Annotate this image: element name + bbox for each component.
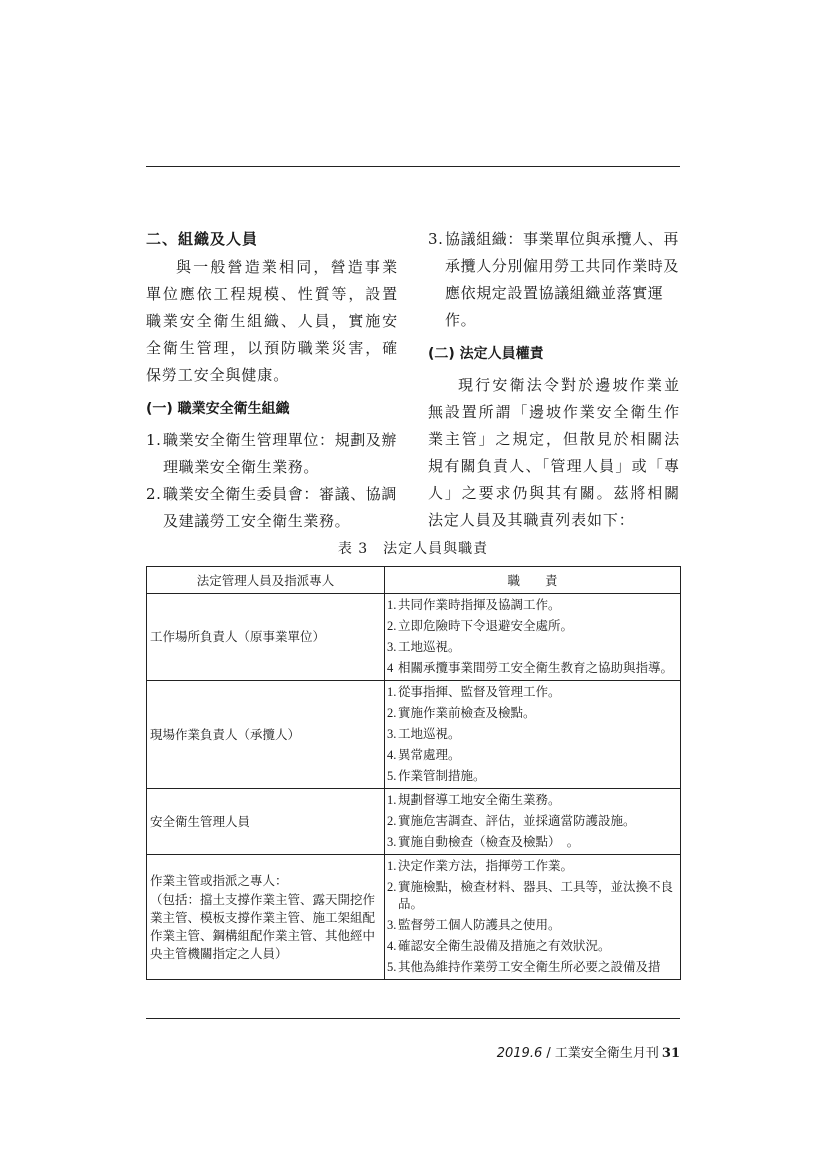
footer-rule xyxy=(146,1018,680,1019)
footer-separator: / xyxy=(542,1046,555,1061)
left-column xyxy=(146,226,398,535)
page-footer xyxy=(497,1042,680,1061)
duties-cell xyxy=(385,594,681,681)
duty-item: 2. 實施檢點，檢查材料、器具、工具等，並汰換不良品。 xyxy=(387,880,674,911)
duty-item: 4. 確認安全衛生設備及措施之有效狀況。 xyxy=(387,939,611,953)
duty-item: 5. 其他為維持作業勞工安全衛生所必要之設備及措 xyxy=(387,960,661,974)
table-row xyxy=(147,681,681,789)
subsection-heading-legal-personnel: (二) 法定人員權責 xyxy=(428,346,544,362)
duties-cell xyxy=(385,789,681,855)
section-heading: 二、組織及人員 xyxy=(146,230,259,248)
table-row xyxy=(147,594,681,681)
table-header-cell: 職 責 xyxy=(385,567,681,594)
role-cell: 現場作業負責人（承攬人） xyxy=(147,681,385,789)
duty-item: 1. 決定作業方法，指揮勞工作業。 xyxy=(387,859,574,873)
duty-item: 5. 作業管制措施。 xyxy=(387,769,486,783)
table-row xyxy=(147,789,681,855)
journal-name: 工業安全衛生月刊 xyxy=(554,1046,659,1061)
duty-item: 2. 實施作業前檢查及檢點。 xyxy=(387,706,536,720)
right-column xyxy=(428,226,680,534)
duties-cell xyxy=(385,855,681,980)
duty-item: 1. 共同作業時指揮及協調工作。 xyxy=(387,598,561,612)
table-header-row xyxy=(147,567,681,594)
list-item: 3.協議組織：事業單位與承攬人、再承攬人分別僱用勞工共同作業時及應依規定設置協議組織並落實運作。 xyxy=(428,230,680,329)
duty-item: 3. 工地巡視。 xyxy=(387,727,461,741)
role-cell: 工作場所負責人（原事業單位） xyxy=(147,594,385,681)
list-item: 2.職業安全衛生委員會：審議、協調及建議勞工安全衛生業務。 xyxy=(146,485,398,530)
subsection-heading-organization: (一) 職業安全衛生組織 xyxy=(146,401,290,417)
intro-paragraph: 與一般營造業相同，營造事業單位應依工程規模、性質等，設置職業安全衛生組織、人員，實施安全衛生管理，以預防職業災害，確保勞工安全與健康。 xyxy=(146,258,398,384)
duty-item: 1. 從事指揮、監督及管理工作。 xyxy=(387,685,561,699)
duties-table xyxy=(146,566,681,980)
duty-item: 2. 實施危害調查、評估，並採適當防護設施。 xyxy=(387,814,636,828)
role-note: （包括：擋土支撐作業主管、露天開挖作業主管、模板支撐作業主管、施工架組配作業主管、鋼構組配作業主管、其他經中央主管機關指定之人員） xyxy=(150,892,376,961)
role-cell: 作業主管或指派之專人： （包括：擋土支撐作業主管、露天開挖作業主管、模板支撐作業主管、施工架組配作業主管、鋼構組配作業主管、其他經中央主管機關指定之人員） xyxy=(147,855,385,980)
duty-item: 3. 實施自動檢查（檢查及檢點） 。 xyxy=(387,835,580,849)
duty-item: 3. 工地巡視。 xyxy=(387,640,461,654)
table-row xyxy=(147,855,681,980)
page-number: 31 xyxy=(661,1046,680,1061)
header-rule xyxy=(146,166,680,167)
duties-cell xyxy=(385,681,681,789)
issue-date: 2019.6 xyxy=(496,1046,543,1061)
duty-item: 1. 規劃督導工地安全衛生業務。 xyxy=(387,793,561,807)
list-item: 1.職業安全衛生管理單位：規劃及辦理職業安全衛生業務。 xyxy=(146,431,398,476)
duty-item: 4 相關承攬事業間勞工安全衛生教育之協助與指導。 xyxy=(387,661,674,675)
duty-item: 2. 立即危險時下令退避安全處所。 xyxy=(387,619,574,633)
duty-item: 3. 監督勞工個人防護具之使用。 xyxy=(387,918,561,932)
legal-personnel-paragraph: 現行安衛法令對於邊坡作業並無設置所謂「邊坡作業安全衛生作業主管」之規定，但散見於相關法規有關負責人、「管理人員」或「專人」之要求仍與其有關。茲將相關法定人員及其職責列表如下： xyxy=(428,376,680,529)
table-header-cell: 法定管理人員及指派專人 xyxy=(147,567,385,594)
table-caption: 表 3 法定人員與職責 xyxy=(337,541,489,557)
duty-item: 4. 異常處理。 xyxy=(387,748,461,762)
role-cell: 安全衛生管理人員 xyxy=(147,789,385,855)
